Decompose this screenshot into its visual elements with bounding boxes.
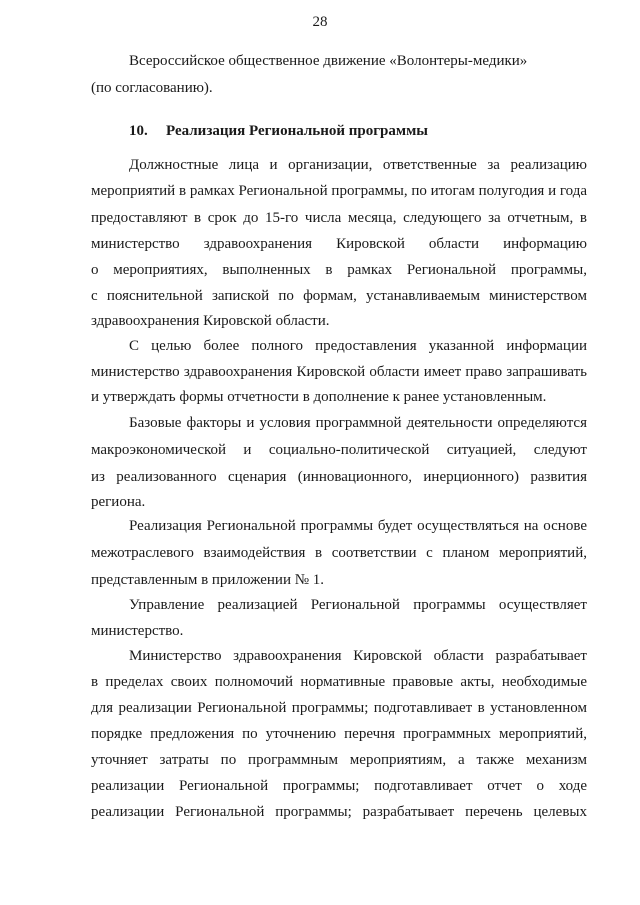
intro-line-2: (по согласованию).	[91, 80, 213, 96]
paragraph-line: министерство здравоохранения Кировской области информацию	[91, 236, 587, 252]
paragraph-line: макроэкономической и социально-политической ситуацией, следуют	[91, 442, 587, 458]
intro-line-1: Всероссийское общественное движение «Волонтеры-медики»	[129, 53, 528, 69]
paragraph-line: министерство.	[91, 623, 184, 639]
paragraph-line: Базовые факторы и условия программной деятельности определяются	[129, 415, 587, 431]
paragraph-line: уточняет затраты по программным мероприятиям, а также механизм	[91, 752, 587, 768]
paragraph-line: Управление реализацией Региональной программы осуществляет	[129, 597, 587, 613]
paragraph-line: предоставляют в срок до 15-го числа месяца, следующего за отчетным, в	[91, 210, 587, 226]
paragraph-line: межотраслевого взаимодействия в соответствии с планом мероприятий,	[91, 545, 587, 561]
paragraph-line: порядке предложения по уточнению перечня программных мероприятий,	[91, 726, 587, 742]
paragraph-line: С целью более полного предоставления указанной информации	[129, 338, 587, 354]
paragraph-line: в пределах своих полномочий нормативные правовые акты, необходимые	[91, 674, 587, 690]
paragraph-line: здравоохранения Кировской области.	[91, 313, 330, 329]
paragraph-line: реализации Региональной программы; подготавливает отчет о ходе	[91, 778, 587, 794]
paragraph-line: Реализация Региональной программы будет осуществляться на основе	[129, 518, 587, 534]
paragraph-line: мероприятий в рамках Региональной программы, по итогам полугодия и года	[91, 183, 587, 199]
section-title: Реализация Региональной программы	[166, 123, 429, 139]
paragraph-line: Министерство здравоохранения Кировской области разрабатывает	[129, 648, 587, 664]
paragraph-line: с пояснительной запиской по формам, устанавливаемым министерством	[91, 288, 587, 304]
paragraph-line: министерство здравоохранения Кировской области имеет право запрашивать	[91, 364, 587, 380]
paragraph-line: представленным в приложении № 1.	[91, 572, 325, 588]
section-number: 10.	[129, 123, 148, 139]
paragraph-line: о мероприятиях, выполненных в рамках Региональной программы,	[91, 262, 587, 278]
paragraph-line: для реализации Региональной программы; подготавливает в установленном	[91, 700, 587, 716]
paragraph-line: из реализованного сценария (инновационного, инерционного) развития	[91, 469, 587, 485]
paragraph-line: реализации Региональной программы; разрабатывает перечень целевых	[91, 804, 587, 820]
page-number: 28	[312, 14, 328, 30]
paragraph-line: Должностные лица и организации, ответственные за реализацию	[129, 157, 587, 173]
paragraph-line: и утверждать формы отчетности в дополнение к ранее установленным.	[91, 389, 547, 405]
paragraph-line: региона.	[91, 494, 146, 510]
